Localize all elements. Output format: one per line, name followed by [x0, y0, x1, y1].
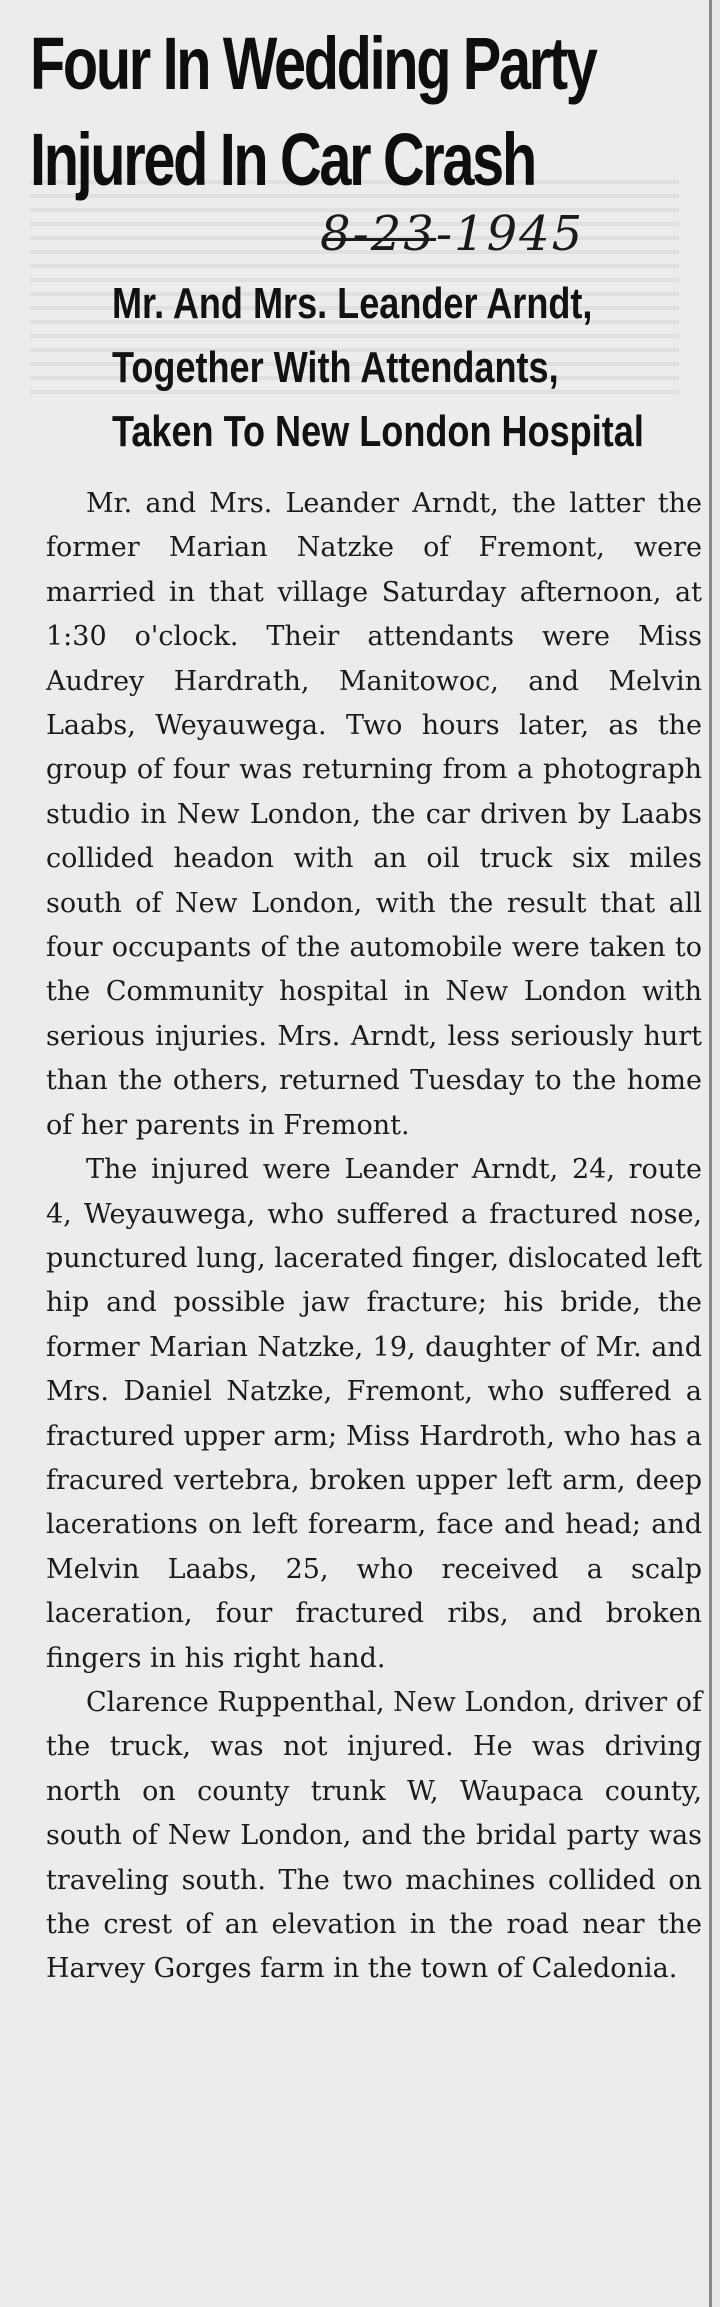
- subheadline-line-2: Together With Attendants,: [112, 343, 559, 392]
- headline-line-2: Injured In Car Crash: [30, 118, 535, 201]
- article-paragraph-3: Clarence Ruppenthal, New London, driver of the truck, was not injured. He was driving north on county trunk W, Waupaca county, south of New London, and the bridal party was traveling south. The two machines collided on the crest of an elevation in the road near the Harvey Gorges farm in the town of Caledonia.: [46, 1686, 702, 1985]
- article-paragraph-2: The injured were Leander Arndt, 24, route 4, Weyauwega, who suffered a fractured nose, punctured lung, lacerated finger, dislocated left hip and possible jaw fracture; his bride, the former Marian Natzke, 19, daughter of Mr. and Mrs. Daniel Natzke, Fremont, who suffered a fractured upper arm; Miss Hardroth, who has a fracured vertebra, broken upper left arm, deep lacerations on left forearm, face and head; and Melvin Laabs, 25, who received a scalp laceration, four fractured ribs, and broken fingers in his right hand.: [46, 1154, 702, 1674]
- headline: [30, 16, 693, 208]
- article-body: [46, 482, 702, 1992]
- subheadline-line-3: Taken To New London Hospital: [112, 407, 644, 456]
- headline-line-1: Four In Wedding Party: [30, 22, 596, 105]
- article-paragraph-1: Mr. and Mrs. Leander Arndt, the latter the former Marian Natzke of Fremont, were married in that village Saturday afternoon, at 1:30 o'clock. Their attendants were Miss Audrey Hardrath, Manitowoc, and Melvin Laabs, Weyauwega. Two hours later, as the group of four was returning from a photograph studio in New London, the car driven by Laabs collided headon with an oil truck six miles south of New London, with the result that all four occupants of the automobile were taken to the Community hospital in New London with serious injuries. Mrs. Arndt, less seriously hurt than the others, returned Tuesday to the home of her parents in Fremont.: [46, 488, 702, 1141]
- subheadline-line-1: Mr. And Mrs. Leander Arndt,: [112, 279, 593, 328]
- handwritten-date: 8-23-1945: [320, 206, 585, 262]
- subheadline: [112, 272, 702, 464]
